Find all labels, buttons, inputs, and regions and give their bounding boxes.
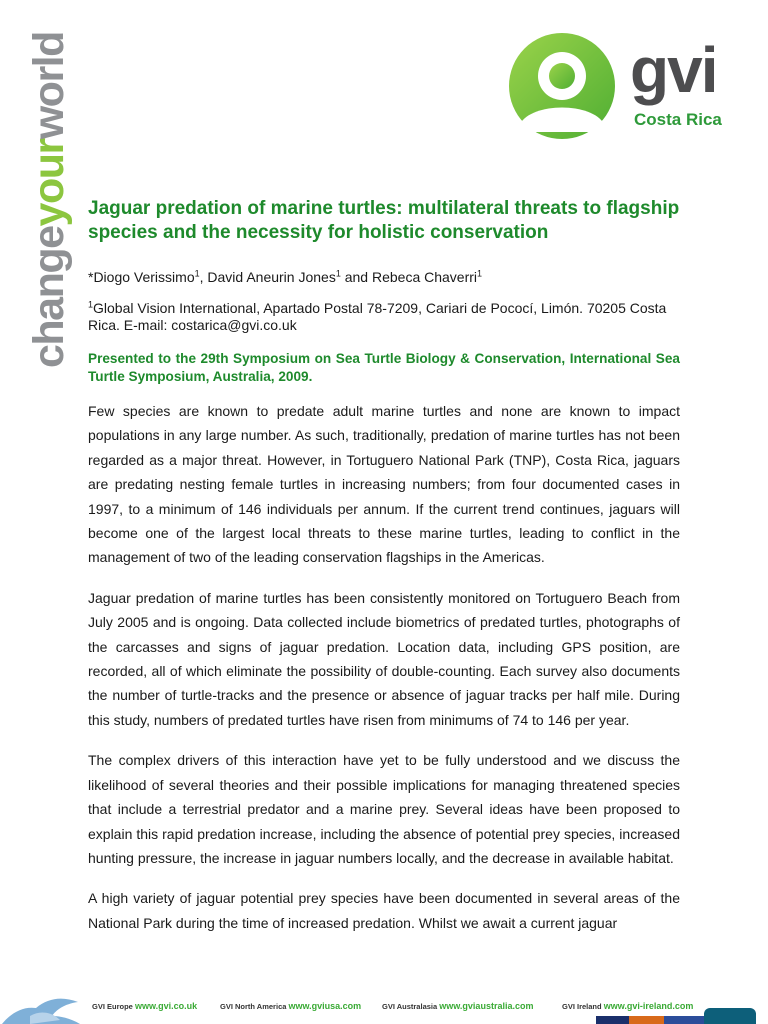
footer-url[interactable]: www.gvi-ireland.com — [603, 1001, 694, 1011]
footer-label: GVI Australasia — [382, 1002, 438, 1011]
authors — [88, 268, 688, 286]
affiliation-marker: 1 — [88, 299, 94, 310]
footer-url[interactable]: www.gvi.co.uk — [134, 1001, 198, 1011]
paper-title: Jaguar predation of marine turtles: multilateral threats to flagship species and the necessity for holistic conservation — [88, 198, 680, 243]
author-name: *Diogo Verissimo — [88, 269, 195, 285]
footer — [0, 996, 768, 1024]
gvi-person-icon — [506, 32, 618, 140]
footer-australasia — [382, 1001, 533, 1011]
author-separator: , — [199, 269, 208, 285]
affiliation — [88, 300, 680, 334]
paragraph: Jaguar predation of marine turtles has been consistently monitored on Tortuguero Beach from July 2005 and is ongoing. Data collected include biometrics of predated turtles, photographs of the carcasses and signs of jaguar predation. Location data, including GPS position, are recorded, all of which eliminate the possibility of double-counting. Each survey also documents the number of turtle-tracks and the presence or absence of jaguar tracks per half mile. During this study, numbers of predated turtles have risen from minimums of 74 to 146 per year. — [88, 589, 680, 728]
logo-wordmark: gvi — [630, 34, 717, 106]
abstract-body — [88, 399, 680, 951]
partner-logos-strip — [596, 1016, 706, 1024]
footer-label: GVI Ireland — [562, 1002, 602, 1011]
author-separator: and — [340, 269, 372, 285]
side-slogan — [25, 32, 73, 368]
logo-region: Costa Rica — [634, 110, 722, 129]
author-name: Rebeca Chaverri — [371, 269, 478, 285]
presentation-note: Presented to the 29th Symposium on Sea Turtle Biology & Conservation, International Sea Turtle Symposium, Australia, 2009. — [88, 351, 680, 384]
gvi-logo — [506, 32, 726, 140]
paragraph: A high variety of jaguar potential prey species have been documented in several areas of the National Park during the time of increased predation. Whilst we await a current jaguar — [88, 890, 680, 931]
footer-url[interactable]: www.gviusa.com — [288, 1001, 362, 1011]
author-affil-marker: 1 — [477, 268, 483, 279]
author-affil-marker: 1 — [194, 268, 200, 279]
footer-url[interactable]: www.gviaustralia.com — [439, 1001, 534, 1011]
partner-seal-icon — [704, 1008, 756, 1024]
paragraph: The complex drivers of this interaction have yet to be fully understood and we discuss the likelihood of several theories and their possible implications for managing threatened species that include a terrestrial predator and a marine prey. Several ideas have been proposed to explain this rapid predation increase, including the absence of potential prey species, increased hunting pressure, the increase in jaguar numbers locally, and the decrease in available habitat. — [88, 752, 680, 866]
slogan-change: change — [25, 226, 73, 368]
affiliation-text: Global Vision International, Apartado Postal 78-7209, Cariari de Pococí, Limón. 70205 Costa Rica. E-mail: costarica@gvi.co.uk — [88, 300, 667, 333]
footer-label: GVI North America — [220, 1002, 287, 1011]
author-name: David Aneurin Jones — [207, 269, 336, 285]
slogan-world: world — [25, 32, 73, 140]
slogan-your: your — [25, 139, 73, 227]
author-affil-marker: 1 — [335, 268, 341, 279]
dove-icon — [0, 996, 86, 1024]
footer-north-america — [220, 1001, 361, 1011]
paragraph: Few species are known to predate adult marine turtles and none are known to impact populations in any large number. As such, traditionally, predation of marine turtles has not been regarded as a major threat. However, in Tortuguero National Park (TNP), Costa Rica, jaguars are predating nesting female turtles in increasing numbers; from four documented cases in 1997, to a minimum of 146 individuals per annum. If the current trend continues, jaguars will become one of the largest local threats to these marine turtles, leading to conflict in the management of two of the leading conservation flagships in the Americas. — [88, 403, 680, 566]
footer-ireland — [562, 1001, 693, 1011]
footer-label: GVI Europe — [92, 1002, 133, 1011]
footer-europe — [92, 1001, 197, 1011]
